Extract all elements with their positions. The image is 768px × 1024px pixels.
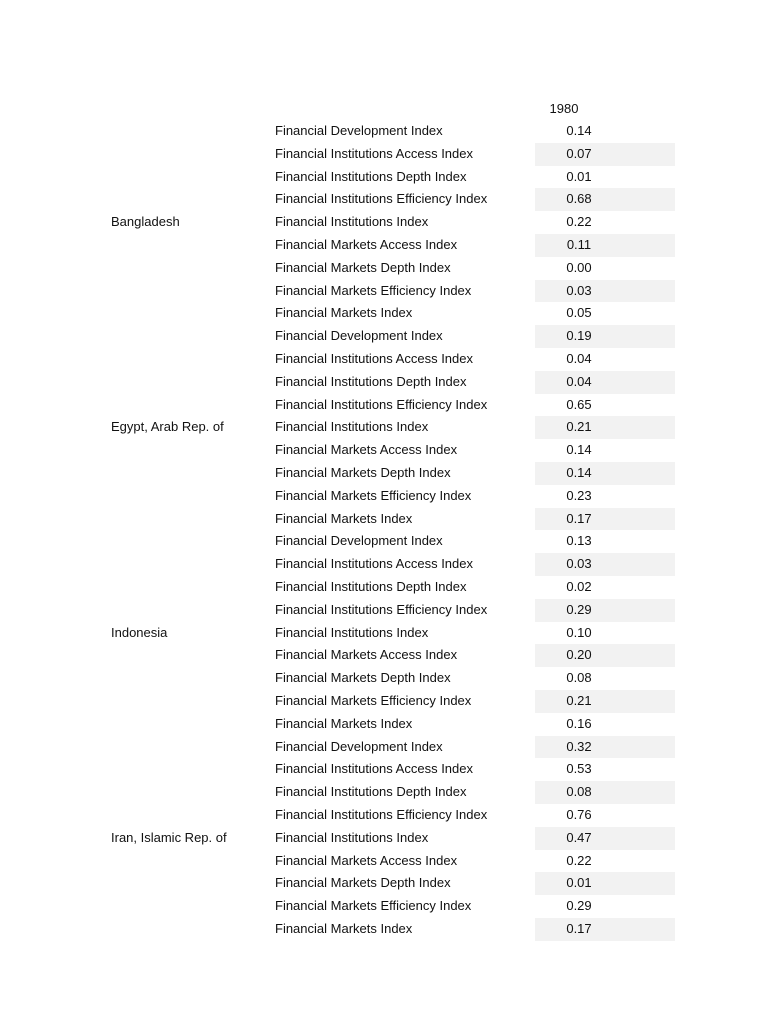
table-row bbox=[0, 781, 768, 804]
indicator-label: Financial Institutions Efficiency Index bbox=[275, 806, 488, 822]
country-label: Egypt, Arab Rep. of bbox=[111, 419, 224, 435]
table-row bbox=[0, 188, 768, 211]
indicator-label: Financial Institutions Index bbox=[275, 419, 429, 435]
table-row bbox=[0, 918, 768, 941]
value-cell: 0.14 bbox=[566, 123, 592, 138]
value-cell: 0.32 bbox=[566, 738, 592, 754]
indicator-label: Financial Institutions Index bbox=[275, 214, 429, 230]
indicator-label: Financial Institutions Access Index bbox=[275, 145, 473, 161]
value-cell: 0.14 bbox=[566, 442, 592, 458]
data-table bbox=[0, 120, 768, 941]
value-cell: 0.08 bbox=[566, 784, 592, 800]
indicator-label: Financial Markets Efficiency Index bbox=[275, 692, 472, 708]
indicator-label: Financial Markets Access Index bbox=[275, 442, 458, 458]
indicator-label: Financial Markets Efficiency Index bbox=[275, 898, 472, 914]
value-cell: 0.03 bbox=[566, 282, 592, 298]
table-row bbox=[0, 530, 768, 553]
value-cell: 0.17 bbox=[566, 920, 592, 936]
country-label: Indonesia bbox=[111, 624, 168, 640]
table-row bbox=[0, 576, 768, 599]
table-row bbox=[0, 462, 768, 485]
value-cell: 0.05 bbox=[566, 305, 592, 321]
table-row bbox=[0, 644, 768, 667]
value-cell: 0.07 bbox=[566, 145, 592, 161]
value-cell: 0.68 bbox=[566, 191, 592, 207]
value-cell: 0.04 bbox=[566, 350, 592, 366]
table-row bbox=[0, 599, 768, 622]
table-row bbox=[0, 667, 768, 690]
table-row bbox=[0, 713, 768, 736]
table-row bbox=[0, 325, 768, 348]
table-row bbox=[0, 211, 768, 234]
value-cell: 0.19 bbox=[566, 328, 592, 344]
indicator-label: Financial Institutions Depth Index bbox=[275, 784, 467, 800]
indicator-label: Financial Markets Depth Index bbox=[275, 464, 451, 480]
indicator-label: Financial Institutions Efficiency Index bbox=[275, 396, 488, 412]
table-row bbox=[0, 736, 768, 759]
table-row bbox=[0, 143, 768, 166]
indicator-label: Financial Markets Depth Index bbox=[275, 259, 451, 275]
value-cell: 0.22 bbox=[566, 214, 592, 230]
indicator-label: Financial Institutions Efficiency Index bbox=[275, 191, 488, 207]
indicator-label: Financial Institutions Efficiency Index bbox=[275, 601, 488, 617]
value-cell: 0.04 bbox=[566, 373, 592, 389]
value-cell: 0.21 bbox=[566, 419, 592, 435]
table-row bbox=[0, 850, 768, 873]
value-cell: 0.17 bbox=[566, 510, 592, 526]
table-row bbox=[0, 439, 768, 462]
value-cell: 0.47 bbox=[566, 829, 592, 845]
value-cell: 0.03 bbox=[566, 556, 592, 572]
indicator-label: Financial Markets Access Index bbox=[275, 852, 458, 868]
value-cell: 0.01 bbox=[566, 168, 592, 184]
table-row bbox=[0, 827, 768, 850]
indicator-label: Financial Markets Index bbox=[275, 510, 413, 526]
table-row bbox=[0, 553, 768, 576]
table-row bbox=[0, 348, 768, 371]
value-cell: 0.10 bbox=[566, 624, 592, 640]
indicator-label: Financial Institutions Depth Index bbox=[275, 373, 467, 389]
table-row bbox=[0, 622, 768, 645]
table-row bbox=[0, 485, 768, 508]
value-cell: 0.65 bbox=[566, 396, 592, 412]
indicator-label: Financial Markets Index bbox=[275, 715, 413, 731]
country-label: Bangladesh bbox=[111, 214, 180, 230]
table-row bbox=[0, 302, 768, 325]
table-row bbox=[0, 120, 768, 143]
table-row bbox=[0, 394, 768, 417]
value-cell: 0.02 bbox=[566, 578, 592, 594]
table-row bbox=[0, 690, 768, 713]
table-row bbox=[0, 895, 768, 918]
table-row bbox=[0, 508, 768, 531]
table-row bbox=[0, 416, 768, 439]
value-cell: 0.76 bbox=[566, 806, 592, 822]
indicator-label: Financial Institutions Access Index bbox=[275, 350, 473, 366]
table-row bbox=[0, 371, 768, 394]
indicator-label: Financial Development Index bbox=[275, 738, 443, 754]
country-label: Iran, Islamic Rep. of bbox=[111, 829, 227, 845]
indicator-label: Financial Markets Efficiency Index bbox=[275, 487, 472, 503]
indicator-label: Financial Development Index bbox=[275, 328, 443, 344]
indicator-label: Financial Markets Access Index bbox=[275, 647, 458, 663]
value-cell: 0.11 bbox=[566, 236, 592, 252]
year-column-header: 1980 bbox=[549, 101, 579, 116]
value-cell: 0.29 bbox=[566, 601, 592, 617]
table-row bbox=[0, 280, 768, 303]
indicator-label: Financial Institutions Depth Index bbox=[275, 578, 467, 594]
indicator-label: Financial Markets Depth Index bbox=[275, 670, 451, 686]
indicator-label: Financial Institutions Depth Index bbox=[275, 168, 467, 184]
value-cell: 0.23 bbox=[566, 487, 592, 503]
indicator-label: Financial Markets Index bbox=[275, 920, 413, 936]
value-cell: 0.00 bbox=[566, 259, 592, 275]
value-cell: 0.16 bbox=[566, 715, 592, 731]
value-cell: 0.14 bbox=[566, 464, 592, 480]
indicator-label: Financial Markets Index bbox=[275, 305, 413, 321]
value-cell: 0.13 bbox=[566, 533, 592, 549]
table-row bbox=[0, 758, 768, 781]
indicator-label: Financial Institutions Access Index bbox=[275, 556, 473, 572]
value-cell: 0.20 bbox=[566, 647, 592, 663]
table-row bbox=[0, 257, 768, 280]
value-cell: 0.53 bbox=[566, 761, 592, 777]
value-cell: 0.29 bbox=[566, 898, 592, 914]
value-cell: 0.21 bbox=[566, 692, 592, 708]
table-row bbox=[0, 872, 768, 895]
value-cell: 0.08 bbox=[566, 670, 592, 686]
indicator-label: Financial Development Index bbox=[275, 533, 443, 549]
value-cell: 0.22 bbox=[566, 852, 592, 868]
indicator-label: Financial Markets Efficiency Index bbox=[275, 282, 472, 298]
table-row bbox=[0, 166, 768, 189]
indicator-label: Financial Institutions Index bbox=[275, 829, 429, 845]
table-row bbox=[0, 234, 768, 257]
table-row bbox=[0, 804, 768, 827]
indicator-label: Financial Markets Access Index bbox=[275, 236, 458, 252]
indicator-label: Financial Markets Depth Index bbox=[275, 875, 451, 891]
indicator-label: Financial Institutions Index bbox=[275, 624, 429, 640]
indicator-label: Financial Development Index bbox=[275, 123, 443, 138]
value-cell: 0.01 bbox=[566, 875, 592, 891]
indicator-label: Financial Institutions Access Index bbox=[275, 761, 473, 777]
